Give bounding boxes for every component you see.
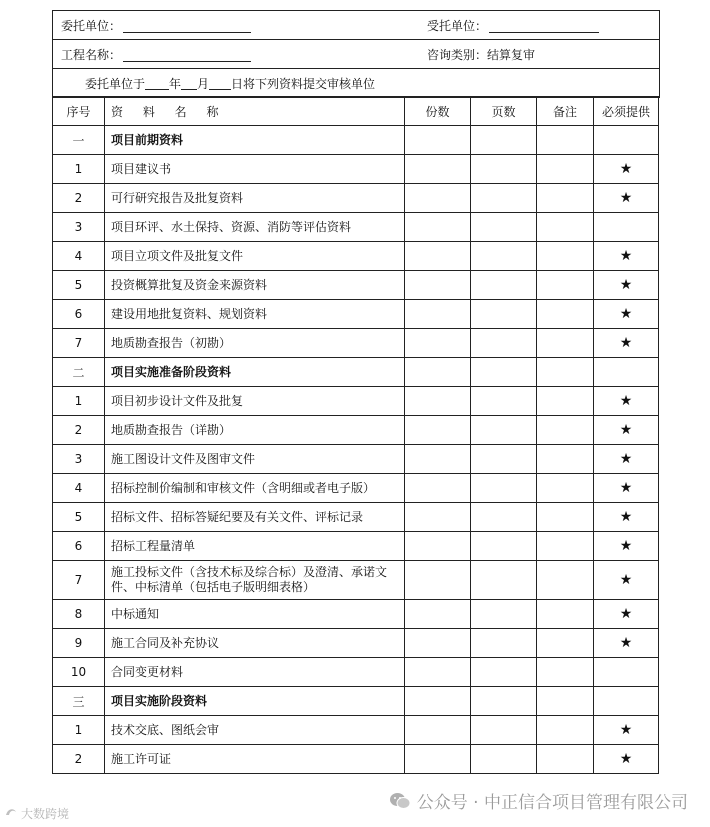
row-number: 7 xyxy=(53,561,105,600)
row-number: 2 xyxy=(53,184,105,213)
watermark-source xyxy=(4,805,69,822)
row-pages-cell xyxy=(471,155,537,184)
row-number: 1 xyxy=(53,155,105,184)
row-number: 5 xyxy=(53,271,105,300)
watermark-account-text: 公众号 · 中正信合项目管理有限公司 xyxy=(416,793,688,813)
row-material-name: 可行研究报告及批复资料 xyxy=(105,184,405,213)
col-header-required: 必须提供 xyxy=(594,97,659,126)
client-label: 委托单位： xyxy=(61,18,122,33)
row-copies-cell xyxy=(405,387,471,416)
row-pages-cell xyxy=(471,745,537,774)
row-material-name: 建设用地批复资料、规划资料 xyxy=(105,300,405,329)
row-remarks-cell xyxy=(537,745,594,774)
row-number: 7 xyxy=(53,329,105,358)
header-row-project xyxy=(53,40,659,69)
row-number: 2 xyxy=(53,745,105,774)
row-remarks-cell xyxy=(537,629,594,658)
required-star-icon: ★ xyxy=(594,629,659,658)
required-star-icon xyxy=(594,658,659,687)
col-header-name: 资 料 名 称 xyxy=(105,97,405,126)
row-material-name: 招标文件、招标答疑纪要及有关文件、评标记录 xyxy=(105,503,405,532)
receiver-label: 受托单位： xyxy=(427,18,488,33)
required-star-icon: ★ xyxy=(594,716,659,745)
row-remarks-cell xyxy=(537,387,594,416)
category-field xyxy=(427,40,535,68)
required-star-icon: ★ xyxy=(594,387,659,416)
row-pages-cell xyxy=(471,687,537,716)
row-number: 6 xyxy=(53,300,105,329)
row-pages-cell xyxy=(471,658,537,687)
required-star-icon: ★ xyxy=(594,242,659,271)
row-remarks-cell xyxy=(537,300,594,329)
row-material-name: 技术交底、图纸会审 xyxy=(105,716,405,745)
row-material-name: 项目初步设计文件及批复 xyxy=(105,387,405,416)
table-row xyxy=(53,416,659,445)
row-copies-cell xyxy=(405,532,471,561)
row-remarks-cell xyxy=(537,445,594,474)
table-row xyxy=(53,213,659,242)
row-copies-cell xyxy=(405,329,471,358)
table-row xyxy=(53,387,659,416)
required-star-icon: ★ xyxy=(594,474,659,503)
required-star-icon: ★ xyxy=(594,445,659,474)
row-material-name: 中标通知 xyxy=(105,600,405,629)
table-row xyxy=(53,745,659,774)
client-field xyxy=(61,11,251,39)
row-remarks-cell xyxy=(537,213,594,242)
wechat-icon xyxy=(389,792,411,810)
row-pages-cell xyxy=(471,716,537,745)
row-number: 3 xyxy=(53,445,105,474)
project-blank xyxy=(123,47,251,62)
row-copies-cell xyxy=(405,184,471,213)
row-number: 三 xyxy=(53,687,105,716)
row-number: 8 xyxy=(53,600,105,629)
header-row-parties xyxy=(53,11,659,40)
row-material-name: 项目前期资料 xyxy=(105,126,405,155)
row-copies-cell xyxy=(405,416,471,445)
year-blank xyxy=(145,76,169,90)
row-pages-cell xyxy=(471,271,537,300)
required-star-icon: ★ xyxy=(594,271,659,300)
row-material-name: 施工图设计文件及图审文件 xyxy=(105,445,405,474)
row-number: 一 xyxy=(53,126,105,155)
row-pages-cell xyxy=(471,300,537,329)
table-row xyxy=(53,561,659,600)
row-copies-cell xyxy=(405,716,471,745)
col-header-no: 序号 xyxy=(53,97,105,126)
row-copies-cell xyxy=(405,503,471,532)
table-row xyxy=(53,716,659,745)
row-copies-cell xyxy=(405,300,471,329)
row-number: 二 xyxy=(53,358,105,387)
row-material-name: 施工许可证 xyxy=(105,745,405,774)
table-row xyxy=(53,155,659,184)
required-star-icon: ★ xyxy=(594,300,659,329)
section-row xyxy=(53,687,659,716)
required-star-icon xyxy=(594,126,659,155)
row-pages-cell xyxy=(471,474,537,503)
notice-month: 月 xyxy=(197,76,210,91)
row-pages-cell xyxy=(471,213,537,242)
table-row xyxy=(53,242,659,271)
swirl-icon xyxy=(4,806,18,821)
row-remarks-cell xyxy=(537,329,594,358)
row-remarks-cell xyxy=(537,687,594,716)
form-header xyxy=(52,10,660,98)
submission-notice xyxy=(53,69,659,98)
row-number: 4 xyxy=(53,474,105,503)
month-blank xyxy=(181,76,197,90)
row-number: 9 xyxy=(53,629,105,658)
row-copies-cell xyxy=(405,126,471,155)
row-material-name: 招标控制价编制和审核文件（含明细或者电子版） xyxy=(105,474,405,503)
row-remarks-cell xyxy=(537,126,594,155)
materials-table xyxy=(52,96,659,774)
row-material-name: 项目环评、水土保持、资源、消防等评估资料 xyxy=(105,213,405,242)
row-copies-cell xyxy=(405,658,471,687)
row-remarks-cell xyxy=(537,561,594,600)
row-pages-cell xyxy=(471,629,537,658)
row-remarks-cell xyxy=(537,532,594,561)
row-copies-cell xyxy=(405,561,471,600)
col-header-copies: 份数 xyxy=(405,97,471,126)
row-remarks-cell xyxy=(537,271,594,300)
table-header-row xyxy=(53,97,659,126)
table-row xyxy=(53,658,659,687)
row-remarks-cell xyxy=(537,358,594,387)
row-number: 10 xyxy=(53,658,105,687)
row-remarks-cell xyxy=(537,474,594,503)
row-pages-cell xyxy=(471,600,537,629)
category-value: 结算复审 xyxy=(487,47,536,62)
row-number: 5 xyxy=(53,503,105,532)
required-star-icon: ★ xyxy=(594,329,659,358)
category-label: 咨询类别： xyxy=(427,47,488,62)
project-field xyxy=(61,40,251,68)
required-star-icon xyxy=(594,687,659,716)
row-copies-cell xyxy=(405,242,471,271)
day-blank xyxy=(209,76,231,90)
row-copies-cell xyxy=(405,213,471,242)
project-label: 工程名称： xyxy=(61,47,122,62)
row-material-name: 项目建议书 xyxy=(105,155,405,184)
watermark-source-text: 大数跨境 xyxy=(21,807,70,821)
row-number: 3 xyxy=(53,213,105,242)
watermark-account xyxy=(389,788,688,813)
row-material-name: 招标工程量清单 xyxy=(105,532,405,561)
required-star-icon: ★ xyxy=(594,532,659,561)
table-row xyxy=(53,300,659,329)
required-star-icon: ★ xyxy=(594,600,659,629)
row-material-name: 项目实施阶段资料 xyxy=(105,687,405,716)
row-copies-cell xyxy=(405,745,471,774)
row-number: 2 xyxy=(53,416,105,445)
table-row xyxy=(53,445,659,474)
row-remarks-cell xyxy=(537,242,594,271)
row-material-name: 投资概算批复及资金来源资料 xyxy=(105,271,405,300)
notice-prefix: 委托单位于 xyxy=(85,76,146,91)
row-material-name: 地质勘查报告（初勘） xyxy=(105,329,405,358)
row-copies-cell xyxy=(405,629,471,658)
col-header-remarks: 备注 xyxy=(537,97,594,126)
client-blank xyxy=(123,18,251,33)
row-pages-cell xyxy=(471,503,537,532)
row-number: 1 xyxy=(53,387,105,416)
row-pages-cell xyxy=(471,445,537,474)
required-star-icon: ★ xyxy=(594,503,659,532)
table-row xyxy=(53,532,659,561)
row-remarks-cell xyxy=(537,184,594,213)
table-row xyxy=(53,271,659,300)
row-pages-cell xyxy=(471,242,537,271)
notice-day-suffix: 日将下列资料提交审核单位 xyxy=(231,76,376,91)
row-remarks-cell xyxy=(537,600,594,629)
receiver-blank xyxy=(489,18,599,33)
required-star-icon: ★ xyxy=(594,745,659,774)
row-pages-cell xyxy=(471,416,537,445)
row-remarks-cell xyxy=(537,155,594,184)
row-remarks-cell xyxy=(537,716,594,745)
row-number: 4 xyxy=(53,242,105,271)
row-material-name: 合同变更材料 xyxy=(105,658,405,687)
table-row xyxy=(53,503,659,532)
section-row xyxy=(53,358,659,387)
row-pages-cell xyxy=(471,358,537,387)
row-material-name: 地质勘查报告（详勘） xyxy=(105,416,405,445)
row-pages-cell xyxy=(471,126,537,155)
row-copies-cell xyxy=(405,271,471,300)
row-remarks-cell xyxy=(537,658,594,687)
required-star-icon xyxy=(594,213,659,242)
row-pages-cell xyxy=(471,184,537,213)
row-material-name: 施工投标文件（含技术标及综合标）及澄清、承诺文件、中标清单（包括电子版明细表格） xyxy=(105,561,405,600)
row-copies-cell xyxy=(405,474,471,503)
row-material-name: 项目立项文件及批复文件 xyxy=(105,242,405,271)
row-copies-cell xyxy=(405,687,471,716)
row-copies-cell xyxy=(405,600,471,629)
required-star-icon xyxy=(594,358,659,387)
notice-year: 年 xyxy=(169,76,182,91)
row-material-name: 项目实施准备阶段资料 xyxy=(105,358,405,387)
required-star-icon: ★ xyxy=(594,561,659,600)
section-row xyxy=(53,126,659,155)
table-row xyxy=(53,600,659,629)
row-copies-cell xyxy=(405,445,471,474)
col-header-pages: 页数 xyxy=(471,97,537,126)
row-material-name: 施工合同及补充协议 xyxy=(105,629,405,658)
table-row xyxy=(53,184,659,213)
row-number: 6 xyxy=(53,532,105,561)
row-pages-cell xyxy=(471,329,537,358)
table-row xyxy=(53,329,659,358)
row-copies-cell xyxy=(405,155,471,184)
required-star-icon: ★ xyxy=(594,184,659,213)
required-star-icon: ★ xyxy=(594,416,659,445)
table-row xyxy=(53,474,659,503)
row-copies-cell xyxy=(405,358,471,387)
receiver-field xyxy=(427,11,599,39)
row-pages-cell xyxy=(471,387,537,416)
row-number: 1 xyxy=(53,716,105,745)
row-remarks-cell xyxy=(537,416,594,445)
row-pages-cell xyxy=(471,561,537,600)
row-remarks-cell xyxy=(537,503,594,532)
table-row xyxy=(53,629,659,658)
row-pages-cell xyxy=(471,532,537,561)
required-star-icon: ★ xyxy=(594,155,659,184)
